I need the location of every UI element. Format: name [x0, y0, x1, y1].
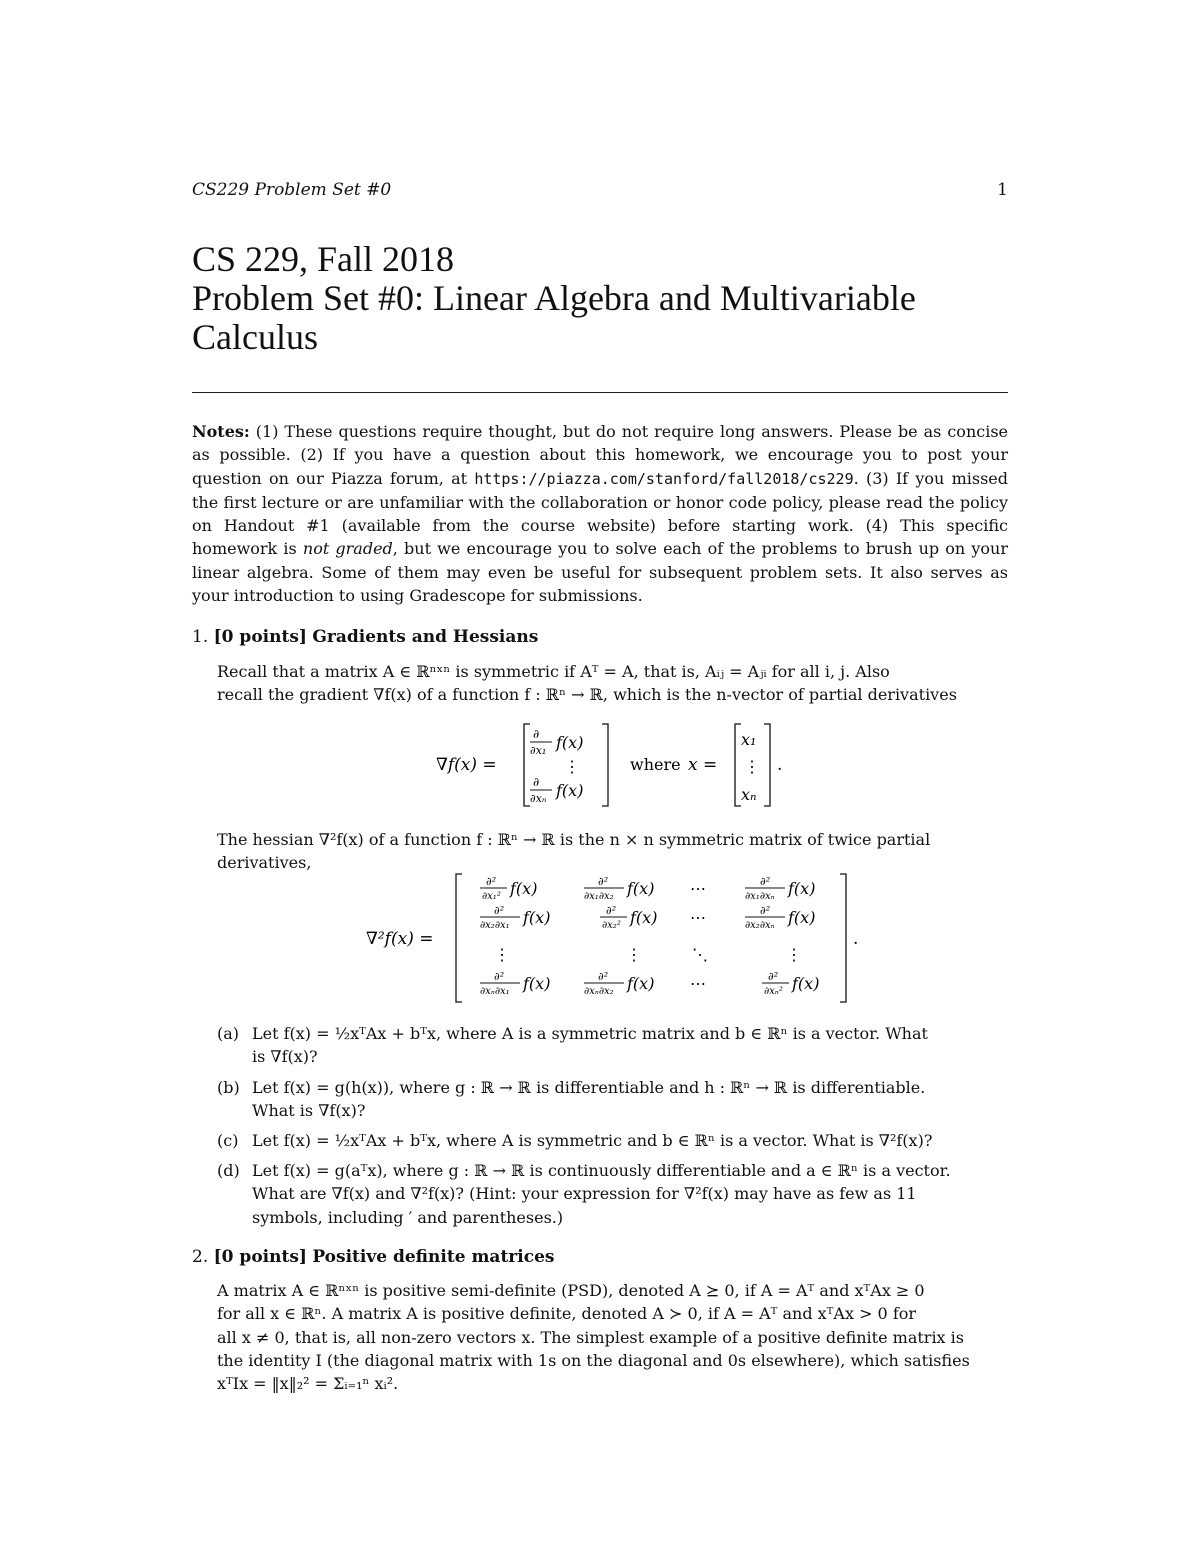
- problem-2-title: Positive definite matrices: [312, 1247, 555, 1267]
- svg-text:f(x): f(x): [788, 908, 816, 927]
- svg-text:x =: x =: [688, 755, 718, 775]
- part-d-label: (d): [217, 1161, 240, 1180]
- svg-text:∂xₙ²: ∂xₙ²: [764, 986, 783, 997]
- svg-text:⋯: ⋯: [690, 974, 706, 993]
- svg-text:∂²: ∂²: [494, 904, 505, 917]
- svg-text:∂²: ∂²: [598, 970, 609, 983]
- problem-1-points: [0 points]: [213, 627, 307, 647]
- svg-text:∂x₁∂x₂: ∂x₁∂x₂: [584, 891, 614, 902]
- part-a-line-1: Let f(x) = ½xᵀAx + bᵀx, where A is a symmetric matrix and b ∈ ℝⁿ is a vector. What: [252, 1024, 928, 1043]
- problem-2-heading: [192, 1247, 554, 1267]
- part-b-label: (b): [217, 1078, 240, 1097]
- problem-1-part-d: [217, 1159, 1008, 1229]
- problem-2-points: [0 points]: [213, 1247, 307, 1267]
- svg-text:∇²f(x) =: ∇²f(x) =: [366, 929, 434, 949]
- part-b-line-1: Let f(x) = g(h(x)), where g : ℝ → ℝ is differentiable and h : ℝⁿ → ℝ is differentiable.: [252, 1078, 926, 1097]
- hessian-intro-line-2: derivatives,: [217, 853, 312, 873]
- svg-text:⋮: ⋮: [626, 945, 642, 964]
- page-number: 1: [997, 180, 1008, 200]
- svg-text:f(x): f(x): [523, 908, 551, 927]
- gradient-where: where: [630, 755, 681, 774]
- gradient-equation: [430, 718, 810, 813]
- svg-text:f(x): f(x): [788, 879, 816, 898]
- notes-paragraph: [192, 420, 1008, 607]
- svg-text:∂: ∂: [533, 727, 540, 741]
- problem-1-title: Gradients and Hessians: [312, 627, 539, 647]
- title-rule: [192, 392, 1008, 393]
- problem-2-number: 2.: [192, 1247, 209, 1267]
- svg-text:f(x): f(x): [627, 974, 655, 993]
- svg-text:∂²: ∂²: [606, 904, 617, 917]
- running-title: CS229 Problem Set #0: [192, 180, 392, 200]
- svg-text:⋮: ⋮: [786, 945, 802, 964]
- svg-text:∂²: ∂²: [760, 904, 771, 917]
- hessian-intro-line-1: The hessian ∇²f(x) of a function f : ℝⁿ → ℝ is the n × n symmetric matrix of twice partial: [217, 830, 931, 849]
- title-line-3: Calculus: [192, 317, 318, 357]
- svg-text:∂xₙ∂x₂: ∂xₙ∂x₂: [584, 986, 614, 997]
- part-d-line-2: What are ∇f(x) and ∇²f(x)? (Hint: your expression for ∇²f(x) may have as few as 11: [252, 1184, 917, 1204]
- svg-text:∂²: ∂²: [494, 970, 505, 983]
- problem-2-line-4: the identity I (the diagonal matrix with 1s on the diagonal and 0s elsewhere), which satisfies: [217, 1350, 970, 1370]
- svg-text:∂²: ∂²: [598, 875, 609, 888]
- svg-text:∂x₁²: ∂x₁²: [482, 891, 501, 902]
- problem-2-body: [217, 1279, 1008, 1395]
- problem-1-part-b: [217, 1076, 1008, 1123]
- problem-2-line-3: all x ≠ 0, that is, all non-zero vectors x. The simplest example of a positive definite matrix is: [217, 1327, 964, 1347]
- problem-1-number: 1.: [192, 627, 209, 647]
- svg-text:⋮: ⋮: [744, 757, 760, 776]
- svg-text:⋯: ⋯: [690, 879, 706, 898]
- svg-text:⋯: ⋯: [690, 908, 706, 927]
- running-header: [192, 180, 1008, 200]
- notes-text-2: . (3) If you missed the first lecture or are unfamiliar with the collaboration or honor code policy, please read the policy on Handout #1 (available from the course website) before starting work. (4) This specific homework is: [192, 468, 1009, 559]
- title-line-2: Problem Set #0: Linear Algebra and Multivariable: [192, 278, 916, 318]
- svg-text:f(x): f(x): [556, 781, 584, 800]
- problem-2-line-5: xᵀIx = ‖x‖₂² = Σᵢ₌₁ⁿ xᵢ².: [217, 1374, 399, 1394]
- svg-text:∂²: ∂²: [760, 875, 771, 888]
- title-line-1: CS 229, Fall 2018: [192, 239, 455, 279]
- svg-text:∂xₙ: ∂xₙ: [530, 792, 547, 805]
- svg-text:∂x₂∂x₁: ∂x₂∂x₁: [480, 920, 510, 931]
- svg-text:f(x): f(x): [792, 974, 820, 993]
- svg-text:⋮: ⋮: [494, 945, 510, 964]
- problem-1-part-a: [217, 1022, 1008, 1069]
- problem-1-heading: [192, 627, 538, 647]
- svg-text:f(x): f(x): [510, 879, 538, 898]
- problem-1-intro: [217, 660, 1008, 707]
- part-a-line-2: is ∇f(x)?: [252, 1047, 318, 1067]
- svg-text:f(x): f(x): [556, 733, 584, 752]
- notes-label: Notes:: [192, 422, 250, 441]
- svg-text:∂x₁∂xₙ: ∂x₁∂xₙ: [745, 891, 775, 902]
- svg-text:⋱: ⋱: [692, 945, 708, 964]
- svg-text:f(x): f(x): [627, 879, 655, 898]
- problem-1-part-c: [217, 1129, 1008, 1152]
- svg-text:∂: ∂: [533, 775, 540, 789]
- svg-text:x₁: x₁: [741, 730, 757, 749]
- part-a-label: (a): [217, 1024, 240, 1043]
- svg-text:∂²: ∂²: [486, 875, 497, 888]
- notes-text-3: , but we encourage you to solve each of the problems to brush up on your linear algebra. Some of them may even be useful for subsequent problem sets. It also serves as your introduction to using Gradescope for submissions.: [192, 539, 1008, 606]
- problem-2-line-1: A matrix A ∈ ℝⁿˣⁿ is positive semi-definite (PSD), denoted A ⪰ 0, if A = Aᵀ and xᵀAx ≥ 0: [217, 1281, 925, 1300]
- part-c-label: (c): [217, 1131, 239, 1150]
- document-title: [192, 240, 1022, 357]
- gradient-lhs: ∇f(x) =: [436, 755, 497, 775]
- not-graded-emphasis: not graded: [302, 539, 393, 559]
- part-d-line-1: Let f(x) = g(aᵀx), where g : ℝ → ℝ is continuously differentiable and a ∈ ℝⁿ is a vector.: [252, 1161, 951, 1180]
- notes-text-1: (1) These questions require thought, but do not require long answers. Please be as concise as possible. (2) If you have a question about this homework, we encourage you to post your question on our Piazza forum, at: [192, 422, 1009, 488]
- svg-text:∂x₂∂xₙ: ∂x₂∂xₙ: [745, 920, 775, 931]
- piazza-link[interactable]: https://piazza.com/stanford/fall2018/cs229: [474, 469, 854, 488]
- svg-text:f(x): f(x): [630, 908, 658, 927]
- part-b-line-2: What is ∇f(x)?: [252, 1101, 366, 1121]
- svg-text:∂x₁: ∂x₁: [530, 744, 547, 757]
- svg-text:∂²: ∂²: [768, 970, 779, 983]
- svg-text:f(x): f(x): [523, 974, 551, 993]
- svg-text:.: .: [777, 755, 783, 775]
- part-c-line-1: Let f(x) = ½xᵀAx + bᵀx, where A is symmetric and b ∈ ℝⁿ is a vector. What is ∇²f(x)?: [252, 1131, 933, 1150]
- problem-2-line-2: for all x ∈ ℝⁿ. A matrix A is positive definite, denoted A ≻ 0, if A = Aᵀ and xᵀAx > 0 for: [217, 1304, 917, 1324]
- svg-text:∂x₂²: ∂x₂²: [602, 920, 621, 931]
- svg-text:.: .: [853, 929, 859, 949]
- problem-1-intro-line-1: Recall that a matrix A ∈ ℝⁿˣⁿ is symmetric if Aᵀ = A, that is, Aᵢⱼ = Aⱼᵢ for all i, j. Also: [217, 662, 890, 681]
- svg-text:∂xₙ∂x₁: ∂xₙ∂x₁: [480, 986, 510, 997]
- hessian-equation: [360, 868, 870, 1008]
- svg-text:xₙ: xₙ: [741, 785, 757, 804]
- svg-text:⋮: ⋮: [564, 757, 580, 776]
- part-d-line-3: symbols, including ′ and parentheses.): [252, 1207, 564, 1227]
- problem-1-intro-line-2: recall the gradient ∇f(x) of a function f : ℝⁿ → ℝ, which is the n-vector of partial derivatives: [217, 685, 957, 705]
